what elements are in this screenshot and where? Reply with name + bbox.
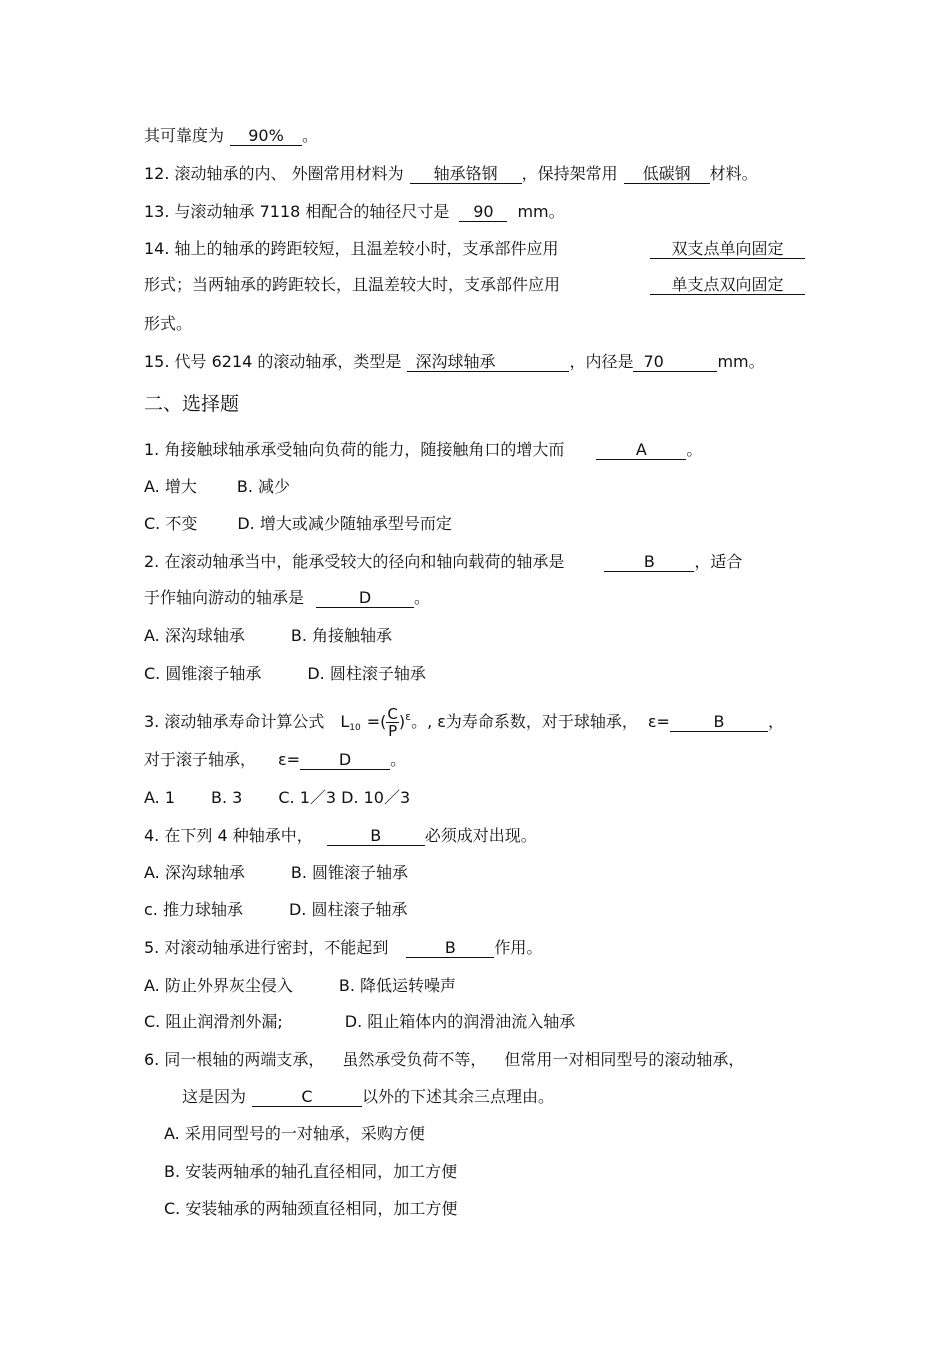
option-cd: C. 1／3 D. 10／3 <box>278 788 411 807</box>
option-c: C. 圆锥滚子轴承 <box>144 664 262 683</box>
option-line <box>144 664 426 684</box>
answer-blank: B <box>604 553 694 572</box>
line-text: 对于滚子轴承， <box>144 750 257 769</box>
epsilon-label: ε= <box>647 712 670 731</box>
option-line <box>144 788 410 808</box>
line-reliability <box>144 126 318 146</box>
answer-blank: 90 <box>459 203 507 222</box>
life-formula <box>340 705 412 740</box>
choice-question-5 <box>144 938 542 958</box>
formula-exponent: ε <box>405 710 412 723</box>
question-14 <box>144 239 559 259</box>
choice-question-2-cont <box>144 588 430 608</box>
answer-blank: 低碳钢 <box>624 165 710 184</box>
option-d: D. 圆柱滚子轴承 <box>288 900 408 919</box>
line-text: 形式。 <box>144 314 193 333</box>
option-d: D. 增大或减少随轴承型号而定 <box>237 514 452 533</box>
line-text: 12. 滚动轴承的内、 外圈常用材料为 <box>144 164 404 183</box>
line-text: 形式；当两轴承的跨距较长，且温差较大时，支承部件应用 <box>144 275 561 294</box>
line-text: 1. 角接触球轴承承受轴向负荷的能力，随接触角口的增大而 <box>144 440 565 459</box>
section-heading: 二、选择题 <box>144 393 240 415</box>
line-text: 这是因为 <box>182 1087 247 1106</box>
answer-blank: D <box>300 751 390 770</box>
choice-question-2 <box>144 552 742 572</box>
epsilon-label: ε= <box>278 750 301 769</box>
choice-question-3-cont <box>144 750 406 770</box>
choice-question-4 <box>144 826 537 846</box>
answer-blank: 90% <box>230 127 302 146</box>
line-text: 材料。 <box>709 164 758 183</box>
formula-paren: ) <box>398 712 406 731</box>
answer-blank: 双支点单向固定 <box>650 240 805 259</box>
option-a: A. 深沟球轴承 <box>144 863 245 882</box>
answer-blank: B <box>406 939 494 958</box>
line-text: 3. 滚动轴承寿命计算公式 <box>144 712 325 731</box>
fraction-numerator: C <box>387 705 398 723</box>
line-text: 。 <box>414 588 431 607</box>
option-c: c. 推力球轴承 <box>144 900 243 919</box>
option-line: B. 安装两轴承的轴孔直径相同，加工方便 <box>164 1162 458 1181</box>
question-14-cont-blank <box>650 275 805 295</box>
line-text: 。 <box>390 750 407 769</box>
line-text: 。 <box>302 126 319 145</box>
choice-question-1 <box>144 440 702 460</box>
formula-subscript: 10 <box>349 723 361 733</box>
line-text: 4. 在下列 4 种轴承中， <box>144 826 313 845</box>
answer-blank: D <box>316 589 414 608</box>
answer-blank: A <box>596 441 686 460</box>
option-a: A. 深沟球轴承 <box>144 626 245 645</box>
answer-blank: B <box>670 713 768 732</box>
option-line <box>144 626 392 646</box>
line-text: ，保持架常用 <box>521 164 618 183</box>
option-c: C. 阻止润滑剂外漏; <box>144 1012 283 1031</box>
line-text: 但常用一对相同型号的滚动轴承， <box>504 1050 745 1069</box>
answer-blank: 深沟球轴承 <box>407 353 569 372</box>
line-text: ， <box>767 712 784 731</box>
line-text: 。 <box>686 440 703 459</box>
choice-question-3 <box>144 706 784 739</box>
line-text: 5. 对滚动轴承进行密封，不能起到 <box>144 938 389 957</box>
option-d: D. 阻止箱体内的润滑油流入轴承 <box>344 1012 576 1031</box>
line-text: 必须成对出现。 <box>424 826 537 845</box>
choice-question-6-cont <box>182 1087 554 1107</box>
line-text: 2. 在滚动轴承当中，能承受较大的径向和轴向载荷的轴承是 <box>144 552 565 571</box>
answer-blank: 70 <box>633 353 717 372</box>
question-14-cont <box>144 275 560 295</box>
answer-blank: B <box>327 827 425 846</box>
option-a: A. 增大 <box>144 477 197 496</box>
line-text: 。, ε为寿命系数，对于球轴承， <box>411 712 638 731</box>
line-text: 13. 与滚动轴承 7118 相配合的轴径尺寸是 <box>144 202 450 221</box>
option-line <box>144 863 408 883</box>
formula-fraction <box>386 706 398 739</box>
line-text: mm。 <box>517 202 565 221</box>
line-text: 6. 同一根轴的两端支承， <box>144 1050 325 1069</box>
option-b: B. 3 <box>211 788 243 807</box>
line-text: 15. 代号 6214 的滚动轴承，类型是 <box>144 352 402 371</box>
option-b: B. 圆锥滚子轴承 <box>290 863 408 882</box>
line-text: 作用。 <box>494 938 543 957</box>
line-text: 其可靠度为 <box>144 126 225 145</box>
option-a: A. 防止外界灰尘侵入 <box>144 976 293 995</box>
question-14-end <box>144 314 192 334</box>
line-text: 于作轴向游动的轴承是 <box>144 588 305 607</box>
answer-blank: C <box>252 1088 362 1107</box>
option-line <box>144 477 290 497</box>
option-line <box>144 976 456 996</box>
question-14-blank <box>650 239 805 259</box>
line-text: 14. 轴上的轴承的跨距较短，且温差较小时，支承部件应用 <box>144 239 559 258</box>
option-c: C. 不变 <box>144 514 198 533</box>
choice-question-6 <box>144 1050 744 1070</box>
formula-symbol: L <box>340 712 350 731</box>
answer-blank: 轴承铬钢 <box>410 165 522 184</box>
line-text: ，内径是 <box>569 352 634 371</box>
option-b: B. 角接触轴承 <box>290 626 392 645</box>
formula-equals: =( <box>366 712 387 731</box>
fraction-denominator: P <box>388 722 398 740</box>
line-text: 虽然承受负荷不等， <box>342 1050 487 1069</box>
line-text: mm。 <box>717 352 765 371</box>
option-line <box>144 900 407 920</box>
line-text: ，适合 <box>694 552 743 571</box>
option-line: A. 采用同型号的一对轴承，采购方便 <box>164 1124 425 1143</box>
question-15 <box>144 352 765 372</box>
option-line <box>144 514 452 534</box>
option-d: D. 圆柱滚子轴承 <box>307 664 426 683</box>
option-b: B. 减少 <box>236 477 290 496</box>
question-12 <box>144 164 758 184</box>
option-line <box>144 1012 575 1032</box>
answer-blank: 单支点双向固定 <box>650 276 805 295</box>
option-line: C. 安装轴承的两轴颈直径相同，加工方便 <box>164 1199 458 1218</box>
question-13 <box>144 202 565 222</box>
option-b: B. 降低运转噪声 <box>338 976 456 995</box>
line-text: 以外的下述其余三点理由。 <box>362 1087 555 1106</box>
option-a: A. 1 <box>144 788 176 807</box>
